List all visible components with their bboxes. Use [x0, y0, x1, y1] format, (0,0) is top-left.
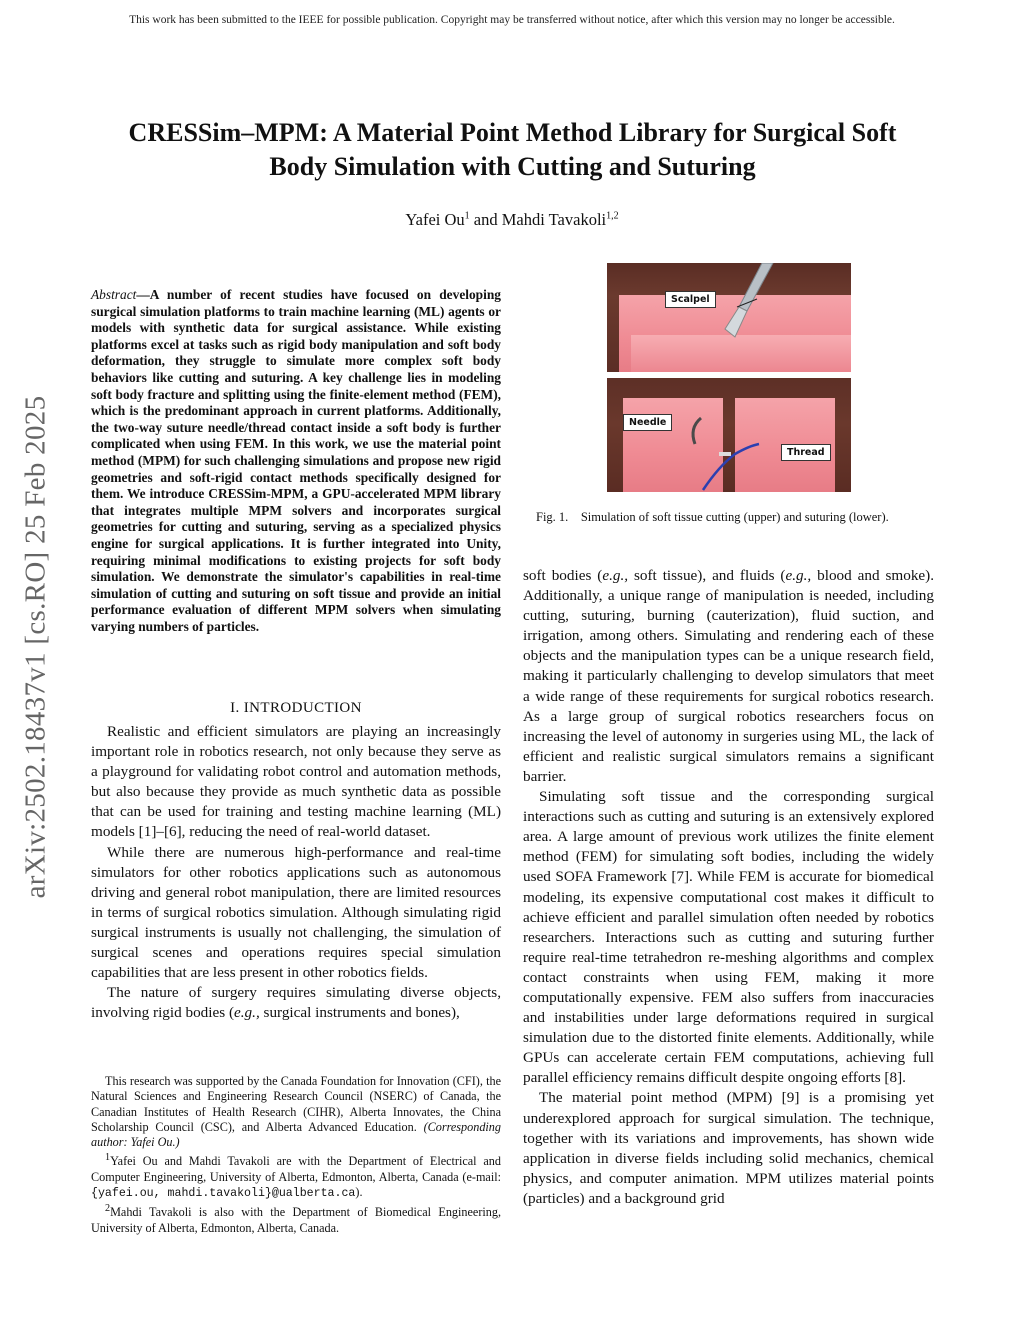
- label-scalpel: Scalpel: [665, 291, 716, 308]
- label-thread: Thread: [781, 444, 831, 461]
- intro-p3-part-b: surgical instruments and bones),: [259, 1004, 460, 1022]
- author-2: Mahdi Tavakoli: [501, 210, 607, 229]
- right-paragraph-3: The material point method (MPM) [9] is a promising yet underexplored approach for surgical simulation. The technique, together with its variations and improvements, has shown wide application in diverse fields including solid mechanics, chemical physics, and computer animation. MPM utilizes material points (particles) and a background grid: [523, 1089, 934, 1207]
- arxiv-sidebar: [10, 352, 62, 942]
- section-heading-introduction: I. INTRODUCTION: [230, 700, 362, 716]
- abstract-dash: —: [136, 287, 150, 302]
- footnote-1-marker: 1: [105, 1152, 111, 1164]
- footnote-affiliation-2: [91, 1201, 501, 1236]
- footnote-affiliation-1-text: Yafei Ou and Mahdi Tavakoli are with the Department of Electrical and Computer Engineering, University of Alberta, Edmonton, Alberta, Canada (e-mail:: [91, 1154, 501, 1184]
- ieee-notice: This work has been submitted to the IEEE for possible publication. Copyright may be transferred without notice, after which this version may no longer be accessible.: [129, 14, 895, 26]
- abstract-body: A number of recent studies have focused on developing surgical simulation platforms to train machine learning (ML) agents or models with synthetic data for surgical assistance. While existing platforms excel at tasks such as rigid body manipulation and soft body deformation, they struggle to simulate more complex soft body behaviors like cutting and suturing. A key challenge lies in modeling soft body fracture and splitting using the finite-element method (FEM), which is the predominant approach in current platforms. Additionally, the two-way suture needle/thread contact inside a soft body is further complicated when using FEM. In this work, we use the material point method (MPM) for such challenging simulations and propose new rigid geometries and soft-rigid contact methods specifically designed for them. We introduce CRESSim-MPM, a GPU-accelerated MPM library that integrates multiple MPM solvers and incorporates surgical geometries for cutting and suturing, serving as a specialized physics engine for surgical applications. It is further integrated into Unity, requiring minimal modifications to existing projects for soft body simulation. We demonstrate the simulator's capabilities in real-time simulation of cutting and suturing on soft tissue and provide an initial performance evaluation of different MPM solvers when simulating varying numbers of particles.: [91, 287, 501, 634]
- right-p1-eg1: e.g.,: [602, 567, 629, 584]
- paper-title: [90, 116, 935, 184]
- footnote-affiliation-1-end: ).: [355, 1185, 363, 1200]
- right-p1-b: soft tissue), and fluids (: [628, 567, 786, 584]
- intro-paragraph-2: While there are numerous high-performance and real-time simulators for other robotics applications such as autonomous driving and general robot manipulation, there are limited resources in terms of surgical robotics simulation. Although simulating rigid surgical instruments is usually not challenging, the simulation of surgical scenes and operations requires special simulation capabilities that are less present in other robotics fields.: [91, 843, 501, 982]
- suture-needle-thread-icon: [607, 378, 851, 492]
- right-p1-a: soft bodies (: [523, 567, 603, 584]
- title-line-2: Body Simulation with Cutting and Suturing: [269, 152, 756, 181]
- right-paragraph-2: Simulating soft tissue and the corresponding surgical interactions such as cutting and suturing is an extensively explored area. A large amount of previous work utilizes the finite element method (FEM) for simulating soft bodies, including the widely used SOFA Framework [7]. While FEM is accurate for biomedical modeling, its expensive computational cost makes it difficult to achieve efficient and parallel simulation often needed by robotics researchers. Interactions such as cutting and suturing further require real-time tetrahedron re-meshing algorithms and complex contact constraints when using FEM, making it more computationally expensive. FEM also suffers from inaccuracies and instabilities under large deformations required in surgical simulation due to the distorted finite elements. Additionally, while GPUs can accelerate certain FEM computations, achieving full parallel efficiency remains difficult despite ongoing efforts [8].: [523, 788, 934, 1087]
- intro-p3-eg: e.g.,: [234, 1004, 260, 1022]
- author-1: Yafei Ou: [405, 210, 465, 229]
- introduction-left-column: [91, 722, 501, 1023]
- footnote-funding: [91, 1074, 501, 1150]
- footnote-corresponding: (Corresponding author: Yafei Ou.): [91, 1119, 501, 1150]
- intro-p3-part-a: The nature of surgery requires simulating diverse objects, involving rigid bodies (: [91, 984, 501, 1022]
- footnote-affiliation-2-text: Mahdi Tavakoli is also with the Department of Biomedical Engineering, University of Alberta, Edmonton, Alberta, Canada.: [91, 1205, 501, 1235]
- figure-cutting-image: [607, 263, 851, 372]
- intro-paragraph-3: [91, 983, 501, 1023]
- arxiv-id[interactable]: arXiv:2502.18437v1 [cs.RO] 25 Feb 2025: [19, 395, 52, 899]
- figure-caption-text: Simulation of soft tissue cutting (upper) and suturing (lower).: [580, 510, 889, 524]
- right-p1-c: blood and smoke). Additionally, a unique range of manipulation is needed, including cutting, suturing, burning (cauterization), fluid suction, and irrigation, among others. Simulating and rendering each of these objects and the manipulation types can be a unique research field, making it particularly challenging to develop simulators that meet a wide range of these requirements for surgical robotics research. As a large group of surgical robotics researchers focus on increasing the level of autonomy in surgeries using ML, the lack of efficient and realistic surgical simulators remains a significant barrier.: [523, 567, 935, 785]
- footnote-funding-text: This research was supported by the Canada Foundation for Innovation (CFI), the Natural Sciences and Engineering Research Council (NSERC) of Canada, the Canadian Institutes of Health Research (CIHR), Alberta Innovates, the China Scholarship Council (CSC), and Alberta Advanced Education.: [91, 1074, 501, 1134]
- author-1-affil: 1: [464, 210, 470, 222]
- abstract-lead: Abstract: [91, 287, 137, 302]
- author-conjunction: and: [469, 210, 502, 229]
- scalpel-icon: [607, 263, 851, 372]
- author-list: [0, 210, 1024, 230]
- title-line-1: CRESSim–MPM: A Material Point Method Library for Surgical Soft: [128, 118, 897, 147]
- footnote-affiliation-1: [91, 1150, 501, 1201]
- figure-caption: [536, 510, 936, 525]
- figure-number: Fig. 1.: [536, 510, 569, 524]
- intro-paragraph-1: Realistic and efficient simulators are playing an increasingly important role in robotics research, not only because they serve as a playground for validating robot control and automation methods, but also because they provide as much synthetic data as possible that can be used for training and testing machine learning (ML) models [1]–[6], reducing the need of real-world dataset.: [91, 723, 501, 841]
- footnote-2-marker: 2: [105, 1203, 111, 1215]
- label-needle: Needle: [623, 414, 672, 431]
- footnote-email[interactable]: {yafei.ou, mahdi.tavakoli}@ualberta.ca: [91, 1187, 356, 1201]
- footnotes: [91, 1074, 501, 1236]
- author-2-affil: 1,2: [606, 210, 619, 222]
- introduction-right-column: [523, 566, 934, 1209]
- right-p1-eg2: e.g.,: [785, 567, 812, 584]
- figure-suturing-image: [607, 378, 851, 492]
- abstract: [91, 287, 501, 635]
- right-paragraph-1: [523, 566, 934, 787]
